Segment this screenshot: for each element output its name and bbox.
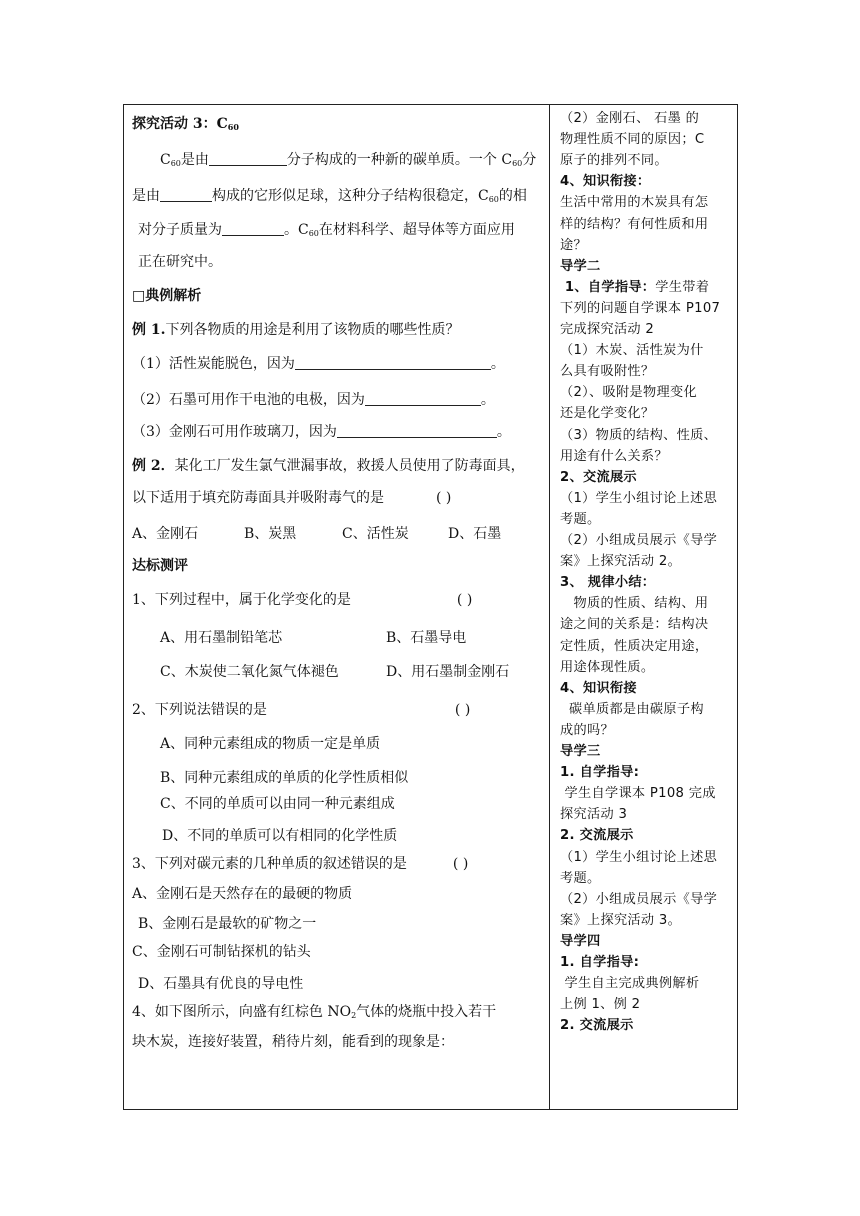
guide-line: 完成探究活动 2 [560, 322, 655, 337]
right-column [550, 105, 737, 1109]
guide-line: 学生自学课本 P108 完成 [560, 786, 716, 802]
guide-line: 案》上探究活动 3。 [560, 912, 682, 928]
activity3-title: 探究活动 3：$C_{60}$ [132, 116, 239, 132]
guide-line: 考题。 [560, 511, 601, 527]
example-2-options [132, 523, 501, 543]
blank-field [337, 423, 497, 438]
guide-line: （1）木炭、活性炭为什 [560, 343, 704, 359]
guide-line: 途？ [560, 237, 587, 253]
question-2-option-a: A、同种元素组成的物质一定是单质 [160, 736, 381, 752]
question-4-line-2: 块木炭，连接好装置，稍待片刻，能看到的现象是： [132, 1034, 454, 1050]
guide-line: 生活中常用的木炭具有怎 [560, 195, 709, 211]
guide-line: （2）小组成员展示《导学 [560, 891, 718, 907]
option-b: B、石墨导电 [386, 630, 467, 646]
guide-line: 么具有吸附性？ [560, 364, 655, 380]
question-4-line-1: 4、如下图所示，向盛有红棕色 $NO_2$气体的烧瓶中投入若干 [132, 1004, 497, 1020]
question-3-option-d: D、石墨具有优良的导电性 [138, 976, 304, 992]
blank-field [160, 187, 212, 202]
guide-line: 考题。 [560, 870, 601, 886]
lesson-table [123, 104, 738, 1110]
question-3-option-b: B、金刚石是最软的矿物之一 [138, 916, 317, 932]
question-1: 1、下列过程中，属于化学变化的是 ( ) [132, 592, 473, 608]
guide-line: （3）物质的结构、性质、 [560, 427, 718, 443]
example-section-title: □典例解析 [132, 288, 202, 304]
example-2: 例 2．某化工厂发生氯气泄漏事故，救援人员使用了防毒面具， [132, 458, 525, 474]
guide-line: （1）学生小组讨论上述思 [560, 490, 718, 506]
example-2-line-2: 以下适用于填充防毒面具并吸附毒气的是 ( ) [132, 490, 452, 506]
guide-line: 成的吗？ [560, 722, 614, 738]
c60-line-2: 是由 构成的它形似足球，这种分子结构很稳定，$C_{60}$的相 [132, 188, 527, 204]
option-b: B、炭黑 [244, 526, 297, 542]
guide-line: 探究活动 3 [560, 807, 628, 823]
guide-line: （2）小组成员展示《导学 [560, 533, 718, 548]
example-1-item-1: （1）活性炭能脱色，因为 。 [132, 356, 505, 372]
answer-parentheses: ( ) [456, 592, 473, 608]
blank-field [209, 151, 287, 166]
guide-heading: 导学四 [560, 933, 601, 949]
answer-parentheses: ( ) [454, 702, 471, 718]
guide-heading: 3、 规律小结： [560, 575, 656, 591]
question-2-option-b: B、同种元素组成的单质的化学性质相似 [160, 770, 409, 786]
guide-line: 物理性质不同的原因；C [560, 132, 705, 148]
option-a: A、金刚石 [132, 526, 199, 542]
question-3: 3、下列对碳元素的几种单质的叙述错误的是 ( ) [132, 856, 469, 872]
guide-line: （2）金刚石、 石墨 的 [560, 111, 700, 126]
guide-line: 用途体现性质。 [560, 659, 655, 675]
question-1-options-row-1 [160, 627, 466, 647]
guide-heading: 2. 交流展示 [560, 828, 634, 844]
c60-line-1: $C_{60}$是由 分子构成的一种新的碳单质。一个 $C_{60}$分 [160, 152, 537, 168]
option-a: A、用石墨制铅笔芯 [160, 630, 283, 646]
guide-line: （2）、吸附是物理变化 [560, 385, 697, 401]
question-2-option-c: C、不同的单质可以由同一种元素组成 [160, 796, 395, 812]
guide-line: 用途有什么关系？ [560, 448, 668, 464]
guide-line: 还是化学变化？ [560, 406, 655, 422]
guide-line: 下列的问题自学课本 P107 [560, 300, 721, 316]
example-1: 例 1.下列各物质的用途是利用了该物质的哪些性质？ [132, 322, 460, 338]
option-d: D、石墨 [448, 526, 502, 542]
blank-field [222, 221, 284, 236]
guide-heading: 导学三 [560, 744, 601, 759]
guide-heading: 4、知识衔接： [560, 174, 651, 190]
option-c: C、木炭使二氧化氮气体褪色 [160, 664, 339, 680]
blank-field [295, 355, 491, 370]
question-3-option-a: A、金刚石是天然存在的最硬的物质 [132, 886, 353, 902]
question-2: 2、下列说法错误的是 ( ) [132, 702, 471, 718]
question-2-option-d: D、不同的单质可以有相同的化学性质 [162, 828, 398, 844]
question-1-options-row-2 [160, 661, 509, 681]
guide-heading: 4、知识衔接 [560, 680, 637, 696]
guide-line: 定性质，性质决定用途， [560, 638, 709, 654]
guide-heading: 导学二 [560, 258, 601, 274]
question-3-option-c: C、金刚石可制钻探机的钻头 [132, 944, 311, 960]
guide-heading: 2. 交流展示 [560, 1018, 634, 1034]
guide-heading: 1、自学指导：学生带着 [560, 279, 710, 295]
guide-line: 途之间的关系是：结构决 [560, 617, 709, 633]
guide-line: 碳单质都是由碳原子构 [560, 701, 704, 717]
guide-line: 学生自主完成典例解析 [560, 976, 700, 992]
guide-line: 案》上探究活动 2。 [560, 554, 682, 570]
guide-heading: 1. 自学指导: [560, 955, 640, 970]
guide-line: 物质的性质、结构、用 [560, 596, 709, 612]
example-1-item-3: （3）金刚石可用作玻璃刀，因为 。 [132, 424, 511, 440]
guide-line: 样的结构？有何性质和用 [560, 216, 709, 232]
test-section-title: 达标测评 [132, 558, 188, 574]
guide-heading: 2、交流展示 [560, 469, 637, 485]
answer-parentheses: ( ) [436, 490, 452, 506]
c60-line-4: 正在研究中。 [138, 254, 222, 270]
answer-parentheses: ( ) [452, 856, 469, 872]
blank-field [365, 391, 481, 406]
left-column [124, 105, 550, 1109]
guide-heading: 1. 自学指导: [560, 765, 640, 781]
option-c: C、活性炭 [342, 526, 409, 542]
option-d: D、用石墨制金刚石 [386, 664, 510, 680]
guide-line: 上例 1、例 2 [560, 997, 641, 1013]
c60-line-3: 对分子质量为 。$C_{60}$在材料科学、超导体等方面应用 [138, 222, 515, 238]
guide-line: （1）学生小组讨论上述思 [560, 849, 718, 865]
guide-line: 原子的排列不同。 [560, 153, 668, 169]
example-1-item-2: （2）石墨可用作干电池的电极，因为 。 [132, 392, 495, 408]
